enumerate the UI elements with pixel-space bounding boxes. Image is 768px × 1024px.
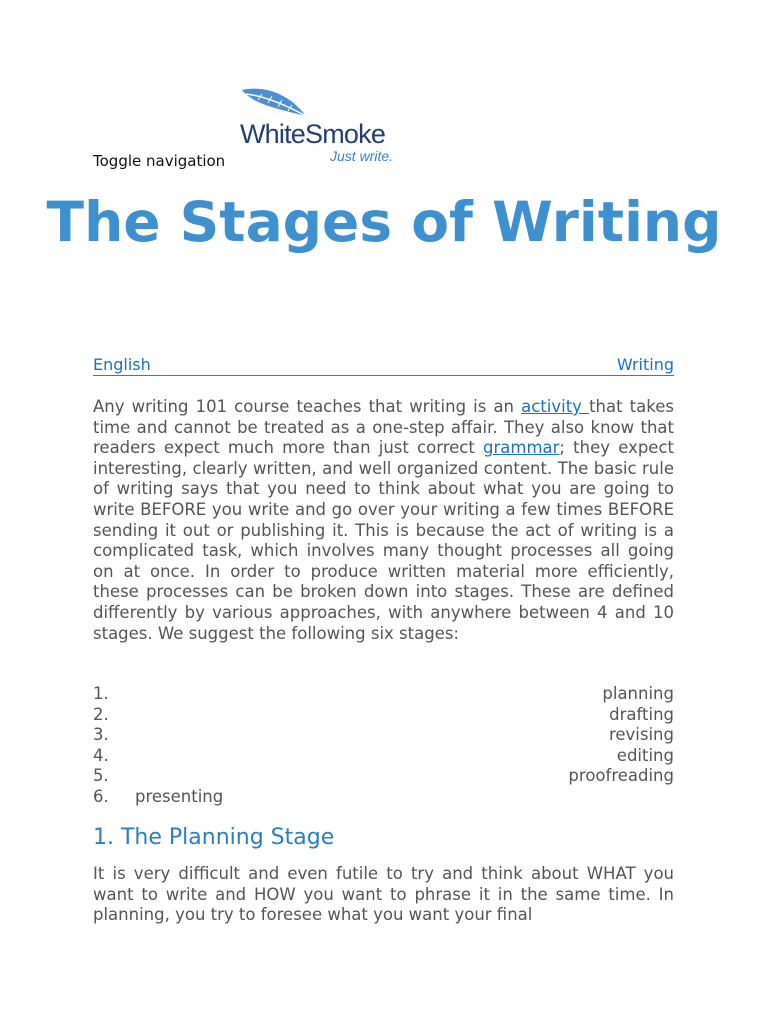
- list-item: [93, 725, 674, 746]
- stage-label: planning: [602, 684, 674, 703]
- stage-number: 3.: [93, 725, 109, 745]
- stages-list: [93, 684, 674, 808]
- activity-link[interactable]: activity: [521, 397, 590, 416]
- stage-label: presenting: [135, 786, 224, 806]
- breadcrumb: [93, 355, 674, 376]
- list-item: [93, 766, 674, 787]
- list-item: [93, 705, 674, 726]
- logo-tagline: Just write.: [330, 148, 394, 164]
- list-item: [93, 684, 674, 705]
- whitesmoke-logo[interactable]: [240, 86, 400, 164]
- breadcrumb-writing-link[interactable]: Writing: [616, 355, 674, 374]
- toggle-navigation-button[interactable]: Toggle navigation: [93, 152, 226, 170]
- stage-label: revising: [608, 725, 674, 745]
- list-item: [93, 746, 674, 767]
- stage-number: 2.: [93, 704, 109, 724]
- page-title: [0, 186, 768, 259]
- intro-text-1: Any writing 101 course teaches that writing is an: [93, 397, 522, 416]
- intro-paragraph: [93, 397, 674, 644]
- intro-text-2: that takes time and cannot be treated as a one-step affair. They also know that readers expect much more than just correct: [93, 397, 674, 458]
- stage-number: 4.: [93, 745, 109, 765]
- section-paragraph: It is very difficult and even futile to try and think about WHAT you want to write and HOW you want to phrase it in the same time. In planning, you try to foresee what you want your final: [93, 864, 674, 925]
- section-heading: 1. The Planning Stage: [93, 825, 335, 850]
- intro-text-3: ; they expect interesting, clearly written, and well organized content. The basic rule of writing says that you need to think about what you are going to write BEFORE you write and go over your writing a few times BEFORE sending it out or publishing it. This is because the act of writing is a complicated task, which involves many thought processes all going on at once. In order to produce written material more efficiently, these processes can be broken down into stages. These are defined differently by various approaches, with anywhere between 4 and 10 stages. We suggest the following six stages:: [93, 438, 674, 643]
- stage-number: 1.: [93, 684, 109, 703]
- logo-brand-text: WhiteSmoke: [240, 119, 386, 149]
- stage-number: 6.: [93, 786, 109, 806]
- list-item: [93, 787, 674, 808]
- stage-label: proofreading: [568, 766, 674, 786]
- breadcrumb-english-link[interactable]: English: [93, 355, 151, 374]
- stage-number: 5.: [93, 766, 109, 786]
- stage-label: editing: [616, 745, 674, 765]
- grammar-link[interactable]: grammar: [483, 438, 560, 458]
- stage-label: drafting: [609, 704, 674, 724]
- page-title-text: The Stages of Writing: [46, 190, 722, 254]
